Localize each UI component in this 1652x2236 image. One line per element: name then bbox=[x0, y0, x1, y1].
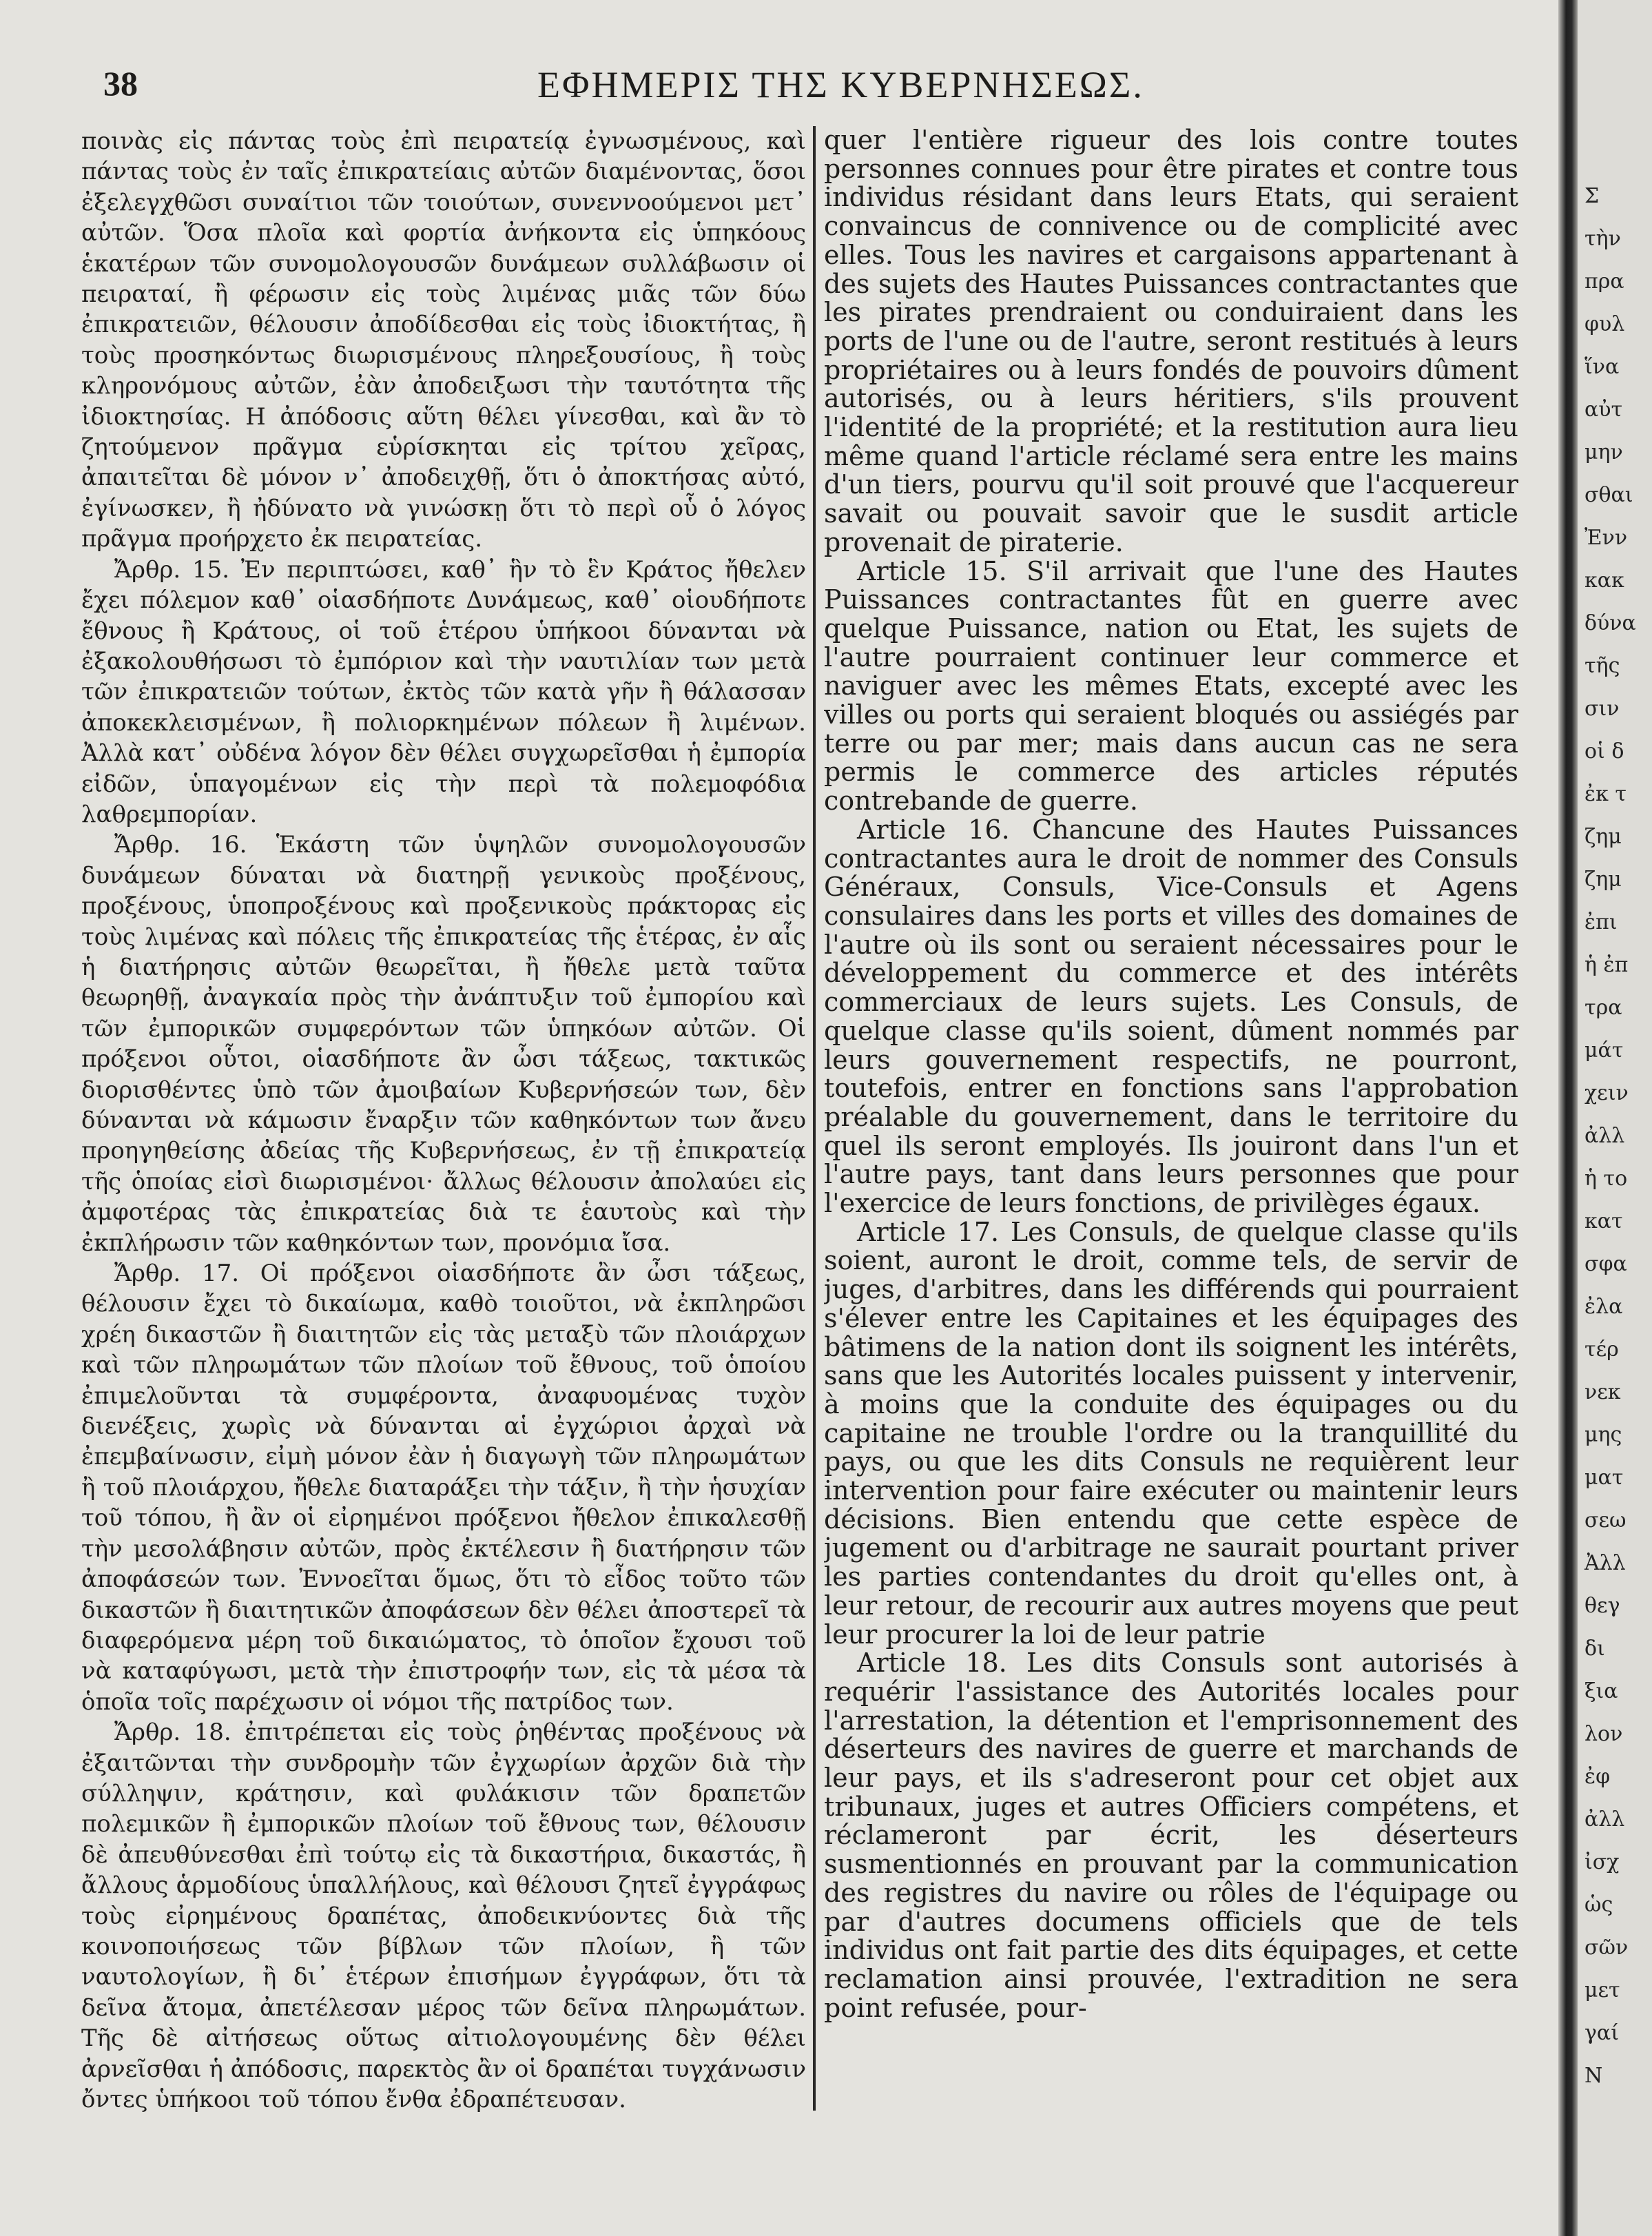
adjacent-page-fragment: τρα bbox=[1584, 996, 1622, 1020]
adjacent-page-fragment: ἐκ τ bbox=[1584, 782, 1627, 806]
french-article-17 bbox=[824, 1218, 1518, 1650]
greek-article-15-text: Ἐν περιπτώσει, καθ᾽ ἣν τὸ ἓν Κράτος ἤθελεν ἔχει πόλεμον καθ᾽ οἱασδήποτε Δυνάμεως, καθ᾽ οἱουδήποτε ἔθνους ἢ Κράτους, οἱ τοῦ ἑτέρου ὑπήκοοι δύνανται νὰ ἐξακολουθήσωσι τὸ ἐμπόριον καὶ τὴν ναυτιλίαν των μετὰ τῶν ἐπικρατειῶν τούτων, ἐκτὸς τῶν κατὰ γῆν ἢ θάλασσαν ἀποκεκλεισμένων, ἢ πολιορκημένων πόλεων ἢ λιμένων. Ἀλλὰ κατ᾽ οὐδένα λόγον δὲν θέλει συγχωρεῖσθαι ἡ ἐμπορία εἰδῶν, ὑπαγομένων εἰς τὴν περὶ τὰ πολεμοφόδια λαθρεμπορίαν. bbox=[81, 555, 806, 828]
adjacent-page-fragment: Ν bbox=[1584, 2064, 1603, 2088]
adjacent-page-fragment: χειν bbox=[1584, 1081, 1629, 1105]
greek-article-15-label: Ἄρθρ. 15. bbox=[114, 555, 230, 584]
greek-article-18 bbox=[81, 1717, 806, 2115]
greek-article-17 bbox=[81, 1258, 806, 1717]
adjacent-page-fragment: ἰσχ bbox=[1584, 1850, 1620, 1874]
adjacent-page-fragment: ματ bbox=[1584, 1466, 1624, 1490]
greek-article-17-text: Οἱ πρόξενοι οἱασδήποτε ἂν ὦσι τάξεως, θέλουσιν ἔχει τὸ δικαίωμα, καθὸ τοιοῦτοι, νὰ ἐκπληρῶσι χρέη δικαστῶν ἢ διαιτητῶν εἰς τὰς μεταξὺ τῶν πλοιάρχων καὶ τῶν πληρωμάτων τῶν πλοίων τοῦ ἔθνους, τοῦ ὁποίου ἐπιμελοῦνται τὰ συμφέροντα, ἀναφυομένας τυχὸν διενέξεις, χωρὶς νὰ δύνανται αἱ ἐγχώριοι ἀρχαὶ νὰ ἐπεμβαίνωσιν, εἰμὴ μόνον ἐὰν ἡ διαγωγὴ τῶν πληρωμάτων ἢ τοῦ πλοιάρχου, ἤθελε διαταράξει τὴν τάξιν, ἢ τὴν ἡσυχίαν τοῦ τόπου, ἢ ἂν οἱ εἰρημένοι πρόξενοι ἤθελον ἐπικαλεσθῇ τὴν μεσολάβησιν αὐτῶν, πρὸς ἐκτέλεσιν ἢ διατήρησιν τῶν ἀποφάσεών των. Ἐννοεῖται ὅμως, ὅτι τὸ εἶδος τοῦτο τῶν δικαστῶν ἢ διαιτητικῶν ἀποφάσεων δὲν θέλει ἀποστερεῖ τὰ διαφερόμενα μέρη τοῦ δικαιώματος, τὸ ὁποῖον ἔχουσι τοῦ νὰ καταφύγωσι, μετὰ τὴν ἐπιστροφήν των, εἰς τὰ μέσα τὰ ὁποῖα τοῖς παρέχωσιν οἱ νόμοι τῆς πατρίδος των. bbox=[81, 1260, 806, 1716]
french-article-16 bbox=[824, 816, 1518, 1218]
adjacent-page-fragment: φυλ bbox=[1584, 312, 1625, 336]
adjacent-page-fragment: πρα bbox=[1584, 269, 1624, 294]
adjacent-page-fragment: γαί bbox=[1584, 2021, 1619, 2045]
adjacent-page-fragment: οἱ δ bbox=[1584, 739, 1624, 763]
greek-article-18-text: ἐπιτρέπεται εἰς τοὺς ῥηθέντας προξένους νὰ ἐξαιτῶνται τὴν συνδρομὴν τῶν ἐγχωρίων ἀρχῶν διὰ τὴν σύλληψιν, κράτησιν, καὶ φυλάκισιν τῶν δραπετῶν πολεμικῶν ἢ ἐμπορικῶν πλοίων τοῦ ἔθνους των, θέλουσιν δὲ ἀπευθύνεσθαι ἐπὶ τούτῳ εἰς τὰ δικαστήρια, δικαστάς, ἢ ἄλλους ἁρμοδίους ὑπαλλήλους, καὶ θέλουσι ζητεῖ ἐγγράφως τοὺς εἰρημένους δραπέτας, ἀποδεικνύοντες διὰ τῆς κοινοποιήσεως τῶν βίβλων τῶν πλοίων, ἢ τῶν ναυτολογίων, ἢ δι᾽ ἑτέρων ἐπισήμων ἐγγράφων, ὅτι τὰ δεῖνα ἄτομα, ἀπετέλεσαν μέρος τῶν δεῖνα πληρωμάτων. Τῆς δὲ αἰτήσεως οὕτως αἰτιολογουμένης δὲν θέλει ἀρνεῖσθαι ἡ ἀπόδοσις, παρεκτὸς ἂν οἱ δραπέται τυγχάνωσιν ὄντες ὑπήκοοι τοῦ τόπου ἔνθα ἐδραπέτευσαν. bbox=[81, 1719, 806, 2113]
adjacent-page-fragment: ἵνα bbox=[1584, 355, 1620, 379]
adjacent-page-fragment: τέρ bbox=[1584, 1337, 1619, 1362]
french-column bbox=[824, 126, 1518, 2111]
french-article-17-text: Les Consuls, de quelque classe qu'ils soient, auront le droit, comme tels, de servir de juges, d'arbitres, dans les différends qui pourraient s'élever entre les Capitaines et les équipages des bâtimens de la nation dont ils soignent les intérêts, sans que les Autorités locales puissent y intervenir, à moins que la conduite des équipages ou du capitaine ne trouble l'ordre ou la tranquillité du pays, ou que les dits Consuls ne requièrent leur intervention pour faire exécuter ou maintenir leurs décisions. Bien entendu que cette espèce de jugement ou d'arbitrage ne saurait pourtant priver les parties contendantes du droit qu'elles ont, à leur retour, de recourir aux autres moyens que peut leur procurer la loi de leur patrie bbox=[824, 1218, 1518, 1650]
column-divider bbox=[813, 126, 816, 2111]
greek-article-16-label: Ἄρθρ. 16. bbox=[114, 831, 247, 859]
adjacent-page-fragment: μης bbox=[1584, 1423, 1622, 1447]
adjacent-page-fragment: κατ bbox=[1584, 1209, 1623, 1233]
adjacent-page-fragment: κακ bbox=[1584, 568, 1624, 593]
adjacent-page-edge bbox=[1578, 0, 1652, 2236]
french-article-16-label: Article 16. bbox=[857, 815, 1010, 845]
greek-article-17-label: Ἄρθρ. 17. bbox=[114, 1260, 240, 1288]
adjacent-page-fragment: σιν bbox=[1584, 697, 1620, 721]
adjacent-page-fragment: ὡς bbox=[1584, 1893, 1613, 1917]
greek-article-18-label: Ἄρθρ. 18. bbox=[114, 1719, 231, 1747]
adjacent-page-fragment: ἐπι bbox=[1584, 910, 1618, 934]
greek-column bbox=[81, 126, 806, 2111]
adjacent-page-fragment: ξια bbox=[1584, 1679, 1618, 1703]
french-article-17-label: Article 17. bbox=[857, 1218, 1000, 1247]
adjacent-page-fragment: θεγ bbox=[1584, 1594, 1620, 1618]
page-number: 38 bbox=[103, 64, 138, 103]
adjacent-page-fragment: νεκ bbox=[1584, 1380, 1621, 1404]
adjacent-page-fragment: μετ bbox=[1584, 1978, 1620, 2002]
french-article-18-text: Les dits Consuls sont autorisés à requérir l'assistance des Autorités locales pour l'arrestation, la détention et l'emprisonnement des déserteurs des navires de guerre et marchands de leur pays, et ils s'adreseront pour cet objet aux tribunaux, juges et autres Officiers compétens, et réclameront par écrit, les déserteurs susmentionnés en prouvant par la communication des registres du navire ou rôles de l'équipage ou par d'autres documens officiels que de tels individus ont fait partie des dits équipages, et cette reclamation ainsi prouvée, l'extradition ne sera point refusée, pour- bbox=[824, 1649, 1518, 2023]
adjacent-page-fragment: ἐφ bbox=[1584, 1765, 1611, 1789]
adjacent-page-fragment: τὴν bbox=[1584, 227, 1621, 251]
adjacent-page-fragment: μάτ bbox=[1584, 1038, 1624, 1063]
adjacent-page-fragment: Ἀλλ bbox=[1584, 1551, 1626, 1575]
adjacent-page-fragment: ἡ το bbox=[1584, 1167, 1628, 1191]
greek-article-16-text: Ἑκάστη τῶν ὑψηλῶν συνομολογουσῶν δυνάμεων δύναται νὰ διατηρῇ γενικοὺς προξένους, προξένους, ὑποπροξένους καὶ προξενικοὺς πράκτορας εἰς τοὺς λιμένας καὶ πόλεις τῆς ἐπικρατείας τῆς ἑτέρας, ἐν αἷς ἡ διατήρησις αὐτῶν θεωρεῖται, ἢ ἤθελε μετὰ ταῦτα θεωρηθῇ, ἀναγκαία πρὸς τὴν ἀνάπτυξιν τοῦ ἐμπορίου καὶ τῶν ἐμπορικῶν συμφερόντων τῶν ὑπηκόων αὐτῶν. Οἱ πρόξενοι οὗτοι, οἱασδήποτε ἂν ὦσι τάξεως, τακτικῶς διορισθέντες ὑπὸ τῶν ἀμοιβαίων Κυβερνήσεών των, δὲν δύνανται νὰ κάμωσιν ἔναρξιν τῶν καθηκόντων των ἄνευ προηγηθείσης ἀδείας τῆς Κυβερνήσεως, ἐν τῇ ἐπικρατείᾳ τῆς ὁποίας εἰσὶ διωρισμένοι· ἄλλως θέλουσιν ἀπολαύει εἰς ἀμφοτέρας τὰς ἐπικρατείας διὰ τε ἑαυτοὺς καὶ τὴν ἐκπλήρωσιν τῶν καθηκόντων των, προνόμια ἴσα. bbox=[81, 831, 806, 1257]
adjacent-page-fragment: ἀλλ bbox=[1584, 1124, 1625, 1148]
french-article-18 bbox=[824, 1649, 1518, 2022]
french-paragraph-continued: quer l'entière rigueur des lois contre toutes personnes connues pour être pirates et contre tous individus résidant dans leurs Etats, qui seraient convaincus de connivence ou de complicité avec elles. Tous les navires et cargaisons appartenant à des sujets des Hautes Puissances contractantes que les pirates prendraient ou conduiraient dans les ports de l'une ou de l'autre, seront restitués à leurs propriétaires ou à leurs fondés de pouvoirs dûment autorisés, ou à leurs héritiers, s'ils prouvent l'identité de la propriété; et la restitution aura lieu même quand l'article réclamé sera entre les mains d'un tiers, pourvu qu'il soit prouvé que l'acquereur savait ou pouvait savoir que le susdit article provenait de piraterie. bbox=[824, 126, 1518, 557]
adjacent-page-fragment: δύνα bbox=[1584, 611, 1636, 635]
running-head: ΕΦΗΜΕΡΙΣ ΤΗΣ ΚΥΒΕΡΝΗΣΕΩΣ. bbox=[537, 64, 1144, 105]
adjacent-page-fragment: ἡ ἐπ bbox=[1584, 953, 1629, 977]
adjacent-page-fragment: ζημ bbox=[1584, 825, 1622, 849]
french-article-15-label: Article 15. bbox=[857, 557, 1007, 586]
french-article-15-text: S'il arrivait que l'une des Hautes Puissances contractantes fût en guerre avec quelque Puissance, nation ou Etat, les sujets de l'autre pourraient continuer leur commerce et naviguer avec les mêmes Etats, excepté avec les villes ou ports qui seraient bloqués ou assiégés par terre ou par mer; mais dans aucun cas ne sera permis le commerce des articles réputés contrebande de guerre. bbox=[824, 557, 1518, 816]
adjacent-page-fragment: ἐλα bbox=[1584, 1295, 1623, 1319]
adjacent-page-fragment: σθαι bbox=[1584, 483, 1633, 507]
french-article-15 bbox=[824, 557, 1518, 816]
adjacent-page-fragment: Ἐνν bbox=[1584, 526, 1628, 550]
adjacent-page-fragment: σεω bbox=[1584, 1508, 1627, 1532]
adjacent-page-fragment: ἀλλ bbox=[1584, 1807, 1625, 1832]
greek-article-15 bbox=[81, 555, 806, 830]
french-article-18-label: Article 18. bbox=[857, 1649, 1007, 1679]
adjacent-page-fragment: σφα bbox=[1584, 1252, 1627, 1276]
adjacent-page-fragment: σῶν bbox=[1584, 1936, 1629, 1960]
adjacent-page-fragment: μην bbox=[1584, 440, 1623, 464]
french-article-16-text: Chancune des Hautes Puissances contractantes aura le droit de nommer des Consuls Généraux, Consuls, Vice-Consuls et Agens consulaires dans les ports et villes des domaines de l'autre où ils sont ou seraient nécessaires pour le développement du commerce et des intérêts commerciaux de leurs sujets. Les Consuls, de quelque classe qu'ils soient, dûment nommés par leurs gouvernement respectifs, ne pourront, toutefois, entrer en fonctions sans l'approbation préalable du gouvernement, dans le territoire du quel ils seront employés. Ils jouiront dans l'un et l'autre pays, tant dans leurs personnes que pour l'exercice de leurs fonctions, de privilèges égaux. bbox=[824, 815, 1518, 1218]
book-gutter bbox=[1558, 0, 1578, 2236]
adjacent-page-fragment: Σ bbox=[1584, 184, 1600, 208]
adjacent-page-fragment: λον bbox=[1584, 1722, 1623, 1746]
adjacent-page-fragment: δι bbox=[1584, 1637, 1605, 1661]
adjacent-page-fragment: ζημ bbox=[1584, 868, 1622, 892]
adjacent-page-fragment: τῆς bbox=[1584, 654, 1620, 678]
adjacent-page-fragment: αὐτ bbox=[1584, 398, 1623, 422]
greek-article-16 bbox=[81, 830, 806, 1258]
greek-paragraph-continued: ποινὰς εἰς πάντας τοὺς ἐπὶ πειρατείᾳ ἐγνωσμένους, καὶ πάντας τοὺς ἐν ταῖς ἐπικρατείαις αὐτῶν διαμένοντας, ὅσοι ἐξελεγχθῶσι συναίτιοι τῶν τοιούτων, συνεννοούμενοι μετ᾽ αὐτῶν. Ὅσα πλοῖα καὶ φορτία ἀνήκοντα εἰς ὑπηκόους ἑκατέρων τῶν συνομολογουσῶν δυνάμεων συλλάβωσιν οἱ πειραταί, ἢ φέρωσιν εἰς τοὺς λιμένας μιᾶς τῶν δύω ἐπικρατειῶν, θέλουσιν ἀποδίδεσθαι εἰς τοὺς ἰδιοκτήτας, ἢ τοὺς προσηκόντως διωρισμένους πληρεξουσίους, ἢ τοὺς κληρονόμους αὐτῶν, ἐὰν ἀποδειξωσι τὴν ταυτότητα τῆς ἰδιοκτησίας. Η ἀπόδοσις αὕτη θέλει γίνεσθαι, καὶ ἂν τὸ ζητούμενον πρᾶγμα εὑρίσκηται εἰς τρίτου χεῖρας, ἀπαιτεῖται δὲ μόνον ν᾽ ἀποδειχθῇ, ὅτι ὁ ἀποκτήσας αὐτό, ἐγίνωσκεν, ἢ ἠδύνατο νὰ γινώσκῃ ὅτι τὸ περὶ οὗ ὁ λόγος πρᾶγμα προήρχετο ἐκ πειρατείας. bbox=[81, 127, 806, 553]
